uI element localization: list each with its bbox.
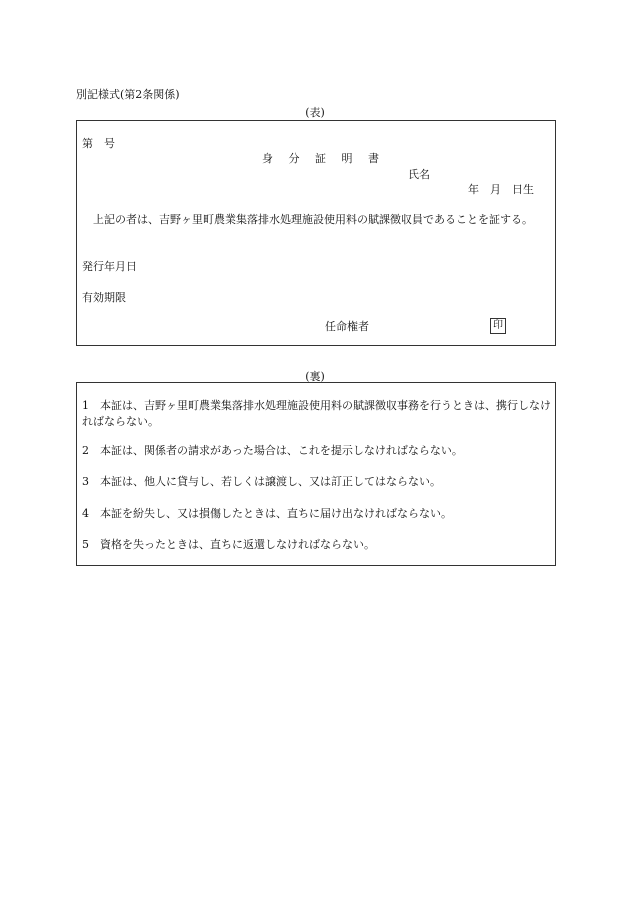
- back-label: (裏): [305, 370, 325, 383]
- back-item-text: 資格を失ったときは、直ちに返還しなければならない。: [100, 538, 375, 551]
- back-item: [82, 506, 552, 522]
- back-item-number: 1: [82, 399, 89, 412]
- back-item: [82, 537, 552, 553]
- seal-mark: 印: [490, 318, 506, 334]
- front-label: (表): [305, 106, 325, 119]
- appointer-label: 任命権者: [325, 320, 369, 333]
- back-item-number: 3: [82, 475, 89, 488]
- back-item-text: 本証は、関係者の請求があった場合は、これを提示しなければならない。: [100, 444, 463, 457]
- back-item-text: 本証を紛失し、又は損傷したときは、直ちに届け出なければならない。: [100, 507, 452, 520]
- back-item: [82, 443, 552, 459]
- birth-date-label: 年 月 日生: [468, 183, 534, 196]
- back-item-text: 本証は、吉野ヶ里町農業集落排水処理施設使用料の賦課徴収事務を行うときは、携行しなければならない。: [82, 399, 551, 428]
- valid-until-label: 有効期限: [82, 291, 126, 304]
- back-item: [82, 474, 552, 490]
- back-item-text: 本証は、他人に貸与し、若しくは譲渡し、又は訂正してはならない。: [100, 475, 441, 488]
- certification-statement: 上記の者は、吉野ヶ里町農業集落排水処理施設使用料の賦課徴収員であることを証する。: [93, 213, 533, 226]
- card-title: 身 分 証 明 書: [262, 152, 385, 165]
- card-number: 第 号: [82, 137, 115, 150]
- issue-date-label: 発行年月日: [82, 260, 137, 273]
- form-title: 別記様式(第2条関係): [76, 88, 180, 101]
- back-item-number: 4: [82, 507, 89, 520]
- back-item: [82, 398, 552, 430]
- back-item-number: 2: [82, 444, 89, 457]
- name-label: 氏名: [408, 168, 430, 181]
- back-item-number: 5: [82, 538, 89, 551]
